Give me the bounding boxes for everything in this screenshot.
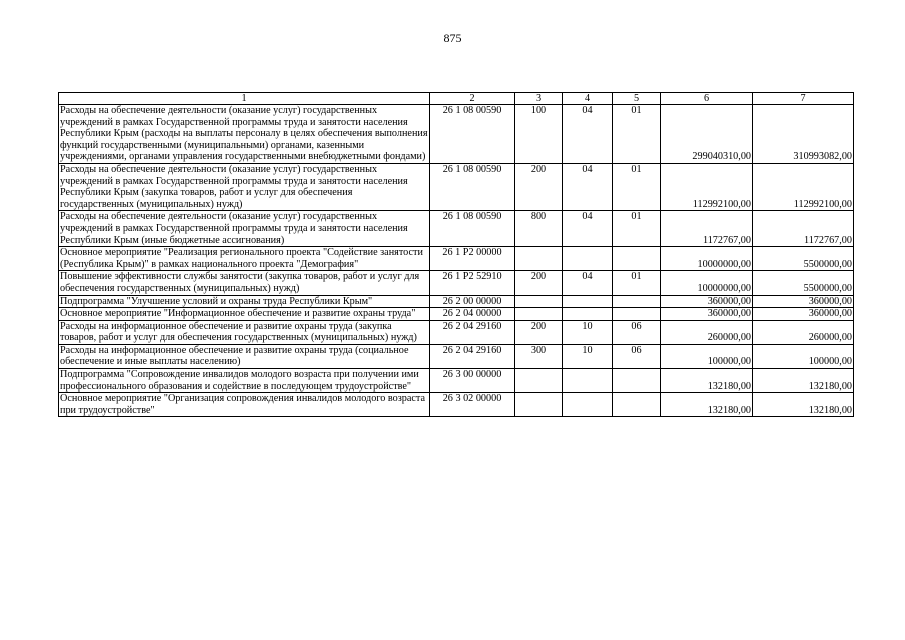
table-row xyxy=(59,320,854,344)
row-rz-cell: 10 xyxy=(563,320,613,344)
row-vr-cell xyxy=(515,247,563,271)
header-col-3: 3 xyxy=(515,93,563,105)
row-pr-cell xyxy=(613,393,661,417)
row-sum-1-cell: 100000,00 xyxy=(661,344,753,368)
row-vr-cell xyxy=(515,295,563,308)
row-rz-cell: 10 xyxy=(563,344,613,368)
row-rz-cell xyxy=(563,295,613,308)
row-name-cell: Подпрограмма "Сопровождение инвалидов молодого возраста при получении ими профессионального образования и содействие в последующем трудоустройстве" xyxy=(59,369,430,393)
row-code-cell: 26 3 00 00000 xyxy=(430,369,515,393)
row-pr-cell: 01 xyxy=(613,105,661,164)
row-vr-cell: 200 xyxy=(515,320,563,344)
row-sum-2-cell: 360000,00 xyxy=(753,308,854,321)
row-code-cell: 26 2 04 29160 xyxy=(430,344,515,368)
row-pr-cell: 06 xyxy=(613,344,661,368)
header-row xyxy=(59,93,854,105)
row-name-cell: Расходы на информационное обеспечение и развитие охраны труда (социальное обеспечение и иные выплаты населению) xyxy=(59,344,430,368)
table-row xyxy=(59,295,854,308)
row-sum-2-cell: 100000,00 xyxy=(753,344,854,368)
table-row xyxy=(59,163,854,210)
row-sum-2-cell: 132180,00 xyxy=(753,369,854,393)
row-pr-cell: 01 xyxy=(613,163,661,210)
row-sum-2-cell: 1172767,00 xyxy=(753,211,854,247)
row-code-cell: 26 1 08 00590 xyxy=(430,163,515,210)
row-rz-cell: 04 xyxy=(563,105,613,164)
header-col-7: 7 xyxy=(753,93,854,105)
row-sum-1-cell: 360000,00 xyxy=(661,308,753,321)
row-code-cell: 26 1 08 00590 xyxy=(430,211,515,247)
table-row xyxy=(59,211,854,247)
row-sum-1-cell: 10000000,00 xyxy=(661,271,753,295)
row-code-cell: 26 1 08 00590 xyxy=(430,105,515,164)
row-vr-cell xyxy=(515,393,563,417)
row-sum-1-cell: 10000000,00 xyxy=(661,247,753,271)
row-name-cell: Расходы на обеспечение деятельности (оказание услуг) государственных учреждений в рамках Государственной программы труда и занятости населения Республики Крым (закупка товаров, работ и услуг для обеспечения государственных (муниципальных) нужд) xyxy=(59,163,430,210)
row-vr-cell xyxy=(515,308,563,321)
row-sum-2-cell: 360000,00 xyxy=(753,295,854,308)
row-pr-cell xyxy=(613,369,661,393)
row-pr-cell xyxy=(613,247,661,271)
header-col-2: 2 xyxy=(430,93,515,105)
row-sum-1-cell: 260000,00 xyxy=(661,320,753,344)
row-sum-1-cell: 1172767,00 xyxy=(661,211,753,247)
row-name-cell: Расходы на обеспечение деятельности (оказание услуг) государственных учреждений в рамках Государственной программы труда и занятости населения Республики Крым (расходы на выплаты персоналу в целях обеспечения выполнения функций государственными (муниципальными) органами, казенными учреждениями, органами управления государственными внебюджетными фондами) xyxy=(60,105,428,163)
row-vr-cell: 100 xyxy=(515,105,563,164)
row-name-cell: Расходы на информационное обеспечение и развитие охраны труда (закупка товаров, работ и услуг для обеспечения государственных (муниципальных) нужд) xyxy=(59,320,430,344)
row-rz-cell xyxy=(563,369,613,393)
budget-table xyxy=(58,92,854,417)
header-col-5: 5 xyxy=(613,93,661,105)
row-name-cell: Повышение эффективности службы занятости (закупка товаров, работ и услуг для обеспечения государственных (муниципальных) нужд) xyxy=(59,271,430,295)
row-pr-cell: 01 xyxy=(613,271,661,295)
table-row xyxy=(59,369,854,393)
table-row xyxy=(59,271,854,295)
row-name-cell: Основное мероприятие "Информационное обеспечение и развитие охраны труда" xyxy=(59,308,430,321)
row-sum-1-cell: 360000,00 xyxy=(661,295,753,308)
row-name-cell: Подпрограмма "Улучшение условий и охраны труда Республики Крым" xyxy=(59,295,430,308)
row-name-cell: Расходы на обеспечение деятельности (оказание услуг) государственных учреждений в рамках Государственной программы труда и занятости населения Республики Крым (иные бюджетные ассигнования) xyxy=(59,211,430,247)
row-code-cell: 26 2 04 00000 xyxy=(430,308,515,321)
row-vr-cell: 200 xyxy=(515,163,563,210)
row-sum-2-cell: 5500000,00 xyxy=(753,247,854,271)
table-row xyxy=(59,393,854,417)
row-sum-2-cell: 260000,00 xyxy=(753,320,854,344)
row-rz-cell xyxy=(563,308,613,321)
row-sum-1-cell: 299040310,00 xyxy=(661,105,753,164)
table-row xyxy=(59,247,854,271)
row-rz-cell: 04 xyxy=(563,163,613,210)
header-col-1: 1 xyxy=(59,93,430,105)
row-code-cell: 26 1 P2 00000 xyxy=(430,247,515,271)
row-rz-cell xyxy=(563,247,613,271)
row-sum-2-cell: 132180,00 xyxy=(753,393,854,417)
row-vr-cell: 800 xyxy=(515,211,563,247)
row-sum-2-cell: 5500000,00 xyxy=(753,271,854,295)
header-col-6: 6 xyxy=(661,93,753,105)
table-body xyxy=(59,105,854,417)
row-name-cell: Основное мероприятие "Реализация регионального проекта "Содействие занятости (Республика Крым)" в рамках национального проекта "Демография" xyxy=(59,247,430,271)
table-row xyxy=(59,308,854,321)
table-row xyxy=(59,105,854,164)
row-pr-cell xyxy=(613,308,661,321)
row-pr-cell: 01 xyxy=(613,211,661,247)
row-sum-2-cell: 310993082,00 xyxy=(753,105,854,164)
row-rz-cell xyxy=(563,393,613,417)
row-vr-cell: 200 xyxy=(515,271,563,295)
row-sum-1-cell: 132180,00 xyxy=(661,393,753,417)
row-name-cell: Основное мероприятие "Организация сопровождения инвалидов молодого возраста при трудоустройстве" xyxy=(59,393,430,417)
row-pr-cell xyxy=(613,295,661,308)
row-sum-2-cell: 112992100,00 xyxy=(753,163,854,210)
row-sum-1-cell: 112992100,00 xyxy=(661,163,753,210)
row-code-cell: 26 2 04 29160 xyxy=(430,320,515,344)
row-sum-1-cell: 132180,00 xyxy=(661,369,753,393)
header-col-4: 4 xyxy=(563,93,613,105)
row-vr-cell xyxy=(515,369,563,393)
row-code-cell: 26 1 P2 52910 xyxy=(430,271,515,295)
row-pr-cell: 06 xyxy=(613,320,661,344)
row-rz-cell: 04 xyxy=(563,271,613,295)
row-vr-cell: 300 xyxy=(515,344,563,368)
row-code-cell: 26 3 02 00000 xyxy=(430,393,515,417)
row-rz-cell: 04 xyxy=(563,211,613,247)
row-code-cell: 26 2 00 00000 xyxy=(430,295,515,308)
table-row xyxy=(59,344,854,368)
page-number: 875 xyxy=(443,31,462,45)
